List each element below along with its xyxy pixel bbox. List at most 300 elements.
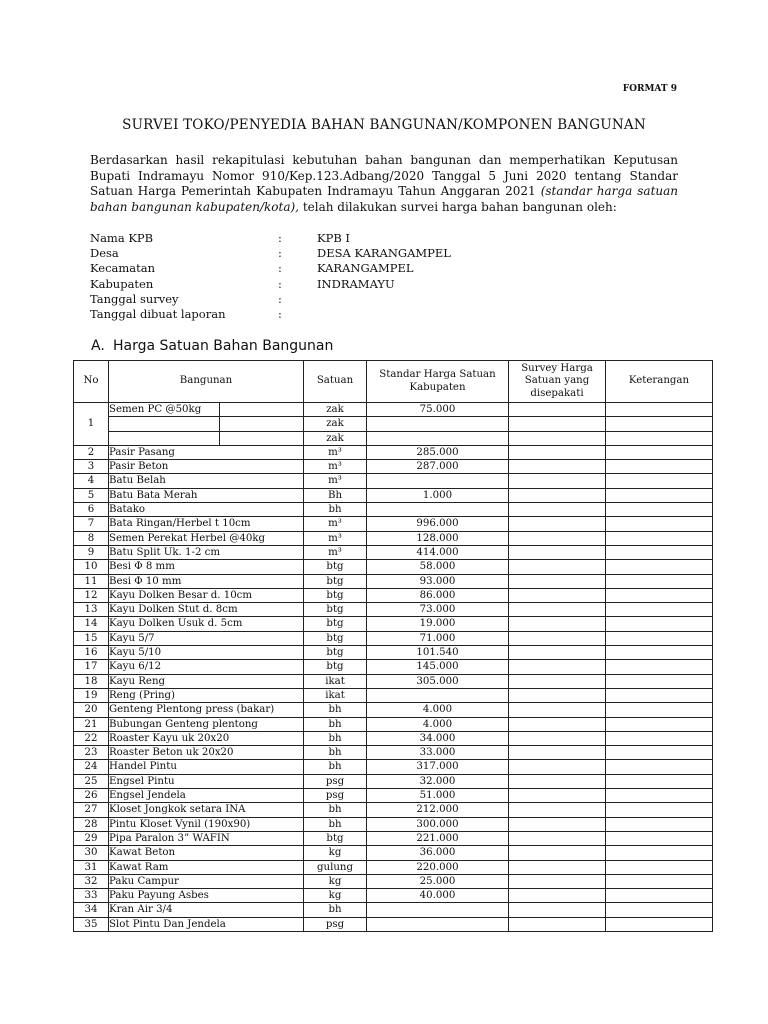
cell-no: 5 xyxy=(74,488,109,502)
table-row xyxy=(74,817,713,831)
cell-standar-harga: 212.000 xyxy=(367,803,509,817)
table-row xyxy=(74,503,713,517)
cell-survey-harga xyxy=(509,917,606,931)
cell-keterangan xyxy=(606,746,713,760)
cell-satuan: bh xyxy=(304,503,367,517)
cell-standar-harga xyxy=(367,917,509,931)
cell-satuan: m³ xyxy=(304,545,367,559)
cell-standar-harga xyxy=(367,474,509,488)
cell-standar-harga: 220.000 xyxy=(367,860,509,874)
cell-keterangan xyxy=(606,646,713,660)
cell-keterangan xyxy=(606,531,713,545)
cell-standar-harga: 996.000 xyxy=(367,517,509,531)
header-no: No xyxy=(74,361,109,403)
cell-standar-harga: 25.000 xyxy=(367,874,509,888)
cell-no: 3 xyxy=(74,460,109,474)
cell-satuan: btg xyxy=(304,660,367,674)
cell-satuan: psg xyxy=(304,774,367,788)
cell-survey-harga xyxy=(509,789,606,803)
cell-bangunan: Roaster Kayu uk 20x20 xyxy=(109,731,304,745)
cell-bangunan: Kayu Dolken Stut d. 8cm xyxy=(109,603,304,617)
cell-survey-harga xyxy=(509,817,606,831)
cell-standar-harga xyxy=(367,903,509,917)
info-label: Nama KPB xyxy=(90,231,154,245)
cell-keterangan xyxy=(606,560,713,574)
cell-keterangan xyxy=(606,631,713,645)
cell-survey-harga xyxy=(509,660,606,674)
cell-survey-harga xyxy=(509,774,606,788)
cell-no: 10 xyxy=(74,560,109,574)
cell-survey-harga xyxy=(509,874,606,888)
table-row xyxy=(74,889,713,903)
cell-keterangan xyxy=(606,517,713,531)
info-label: Tanggal survey xyxy=(90,291,179,306)
cell-satuan: bh xyxy=(304,760,367,774)
cell-no: 8 xyxy=(74,531,109,545)
cell-no: 7 xyxy=(74,517,109,531)
cell-standar-harga: 221.000 xyxy=(367,831,509,845)
cell-bangunan: Batako xyxy=(109,503,304,517)
cell-satuan: btg xyxy=(304,603,367,617)
cell-satuan: zak xyxy=(304,431,367,445)
cell-satuan: kg xyxy=(304,889,367,903)
table-row xyxy=(74,789,713,803)
info-row-tanggal-survey xyxy=(90,292,451,307)
cell-keterangan xyxy=(606,731,713,745)
cell-keterangan xyxy=(606,545,713,559)
cell-bangunan: Kayu Reng xyxy=(109,674,304,688)
cell-survey-harga xyxy=(509,445,606,459)
cell-standar-harga: 300.000 xyxy=(367,817,509,831)
cell-standar-harga: 19.000 xyxy=(367,617,509,631)
cell-no: 18 xyxy=(74,674,109,688)
cell-survey-harga xyxy=(509,903,606,917)
cell-keterangan xyxy=(606,674,713,688)
cell-keterangan xyxy=(606,803,713,817)
cell-survey-harga xyxy=(509,417,606,431)
cell-survey-harga xyxy=(509,574,606,588)
cell-standar-harga: 51.000 xyxy=(367,789,509,803)
cell-satuan: bh xyxy=(304,746,367,760)
header-satuan: Satuan xyxy=(304,361,367,403)
cell-no: 11 xyxy=(74,574,109,588)
cell-bangunan: Genteng Plentong press (bakar) xyxy=(109,703,304,717)
cell-satuan: bh xyxy=(304,817,367,831)
cell-keterangan xyxy=(606,903,713,917)
cell-standar-harga: 75.000 xyxy=(367,403,509,417)
cell-satuan: bh xyxy=(304,703,367,717)
cell-no: 4 xyxy=(74,474,109,488)
cell-standar-harga xyxy=(367,688,509,702)
table-row xyxy=(74,860,713,874)
cell-bangunan: Batu Belah xyxy=(109,474,304,488)
format-label: FORMAT 9 xyxy=(622,84,677,94)
cell-no: 31 xyxy=(74,860,109,874)
cell-bangunan: Handel Pintu xyxy=(109,760,304,774)
cell-no: 25 xyxy=(74,774,109,788)
cell-survey-harga xyxy=(509,431,606,445)
cell-survey-harga xyxy=(509,860,606,874)
cell-bangunan: Paku Campur xyxy=(109,874,304,888)
section-letter: A. xyxy=(91,338,105,354)
table-row xyxy=(74,531,713,545)
cell-bangunan: Pipa Paralon 3” WAFIN xyxy=(109,831,304,845)
table-row xyxy=(74,574,713,588)
cell-standar-harga: 101.540 xyxy=(367,646,509,660)
info-row-nama-kpb xyxy=(90,231,451,246)
cell-keterangan xyxy=(606,474,713,488)
table-row xyxy=(74,617,713,631)
cell-standar-harga xyxy=(367,503,509,517)
cell-no: 32 xyxy=(74,874,109,888)
cell-satuan: btg xyxy=(304,831,367,845)
cell-survey-harga xyxy=(509,889,606,903)
cell-survey-harga xyxy=(509,646,606,660)
cell-keterangan xyxy=(606,617,713,631)
cell-bangunan: Pasir Pasang xyxy=(109,445,304,459)
cell-standar-harga: 93.000 xyxy=(367,574,509,588)
cell-survey-harga xyxy=(509,631,606,645)
info-value: KPB I xyxy=(317,231,350,245)
cell-satuan: m³ xyxy=(304,445,367,459)
table-row xyxy=(74,688,713,702)
info-colon: : xyxy=(278,246,282,261)
cell-satuan: m³ xyxy=(304,474,367,488)
header-standar-harga: Standar Harga Satuan Kabupaten xyxy=(367,361,509,403)
cell-no: 22 xyxy=(74,731,109,745)
cell-no: 28 xyxy=(74,817,109,831)
table-row xyxy=(74,760,713,774)
cell-bangunan: Kayu Dolken Usuk d. 5cm xyxy=(109,617,304,631)
cell-keterangan xyxy=(606,603,713,617)
cell-survey-harga xyxy=(509,603,606,617)
cell-keterangan xyxy=(606,874,713,888)
table-row xyxy=(74,660,713,674)
cell-survey-harga xyxy=(509,731,606,745)
cell-no: 1 xyxy=(74,403,109,446)
cell-standar-harga xyxy=(367,417,509,431)
info-label: Tanggal dibuat laporan xyxy=(90,306,226,321)
cell-bangunan xyxy=(109,417,220,431)
cell-keterangan xyxy=(606,917,713,931)
info-colon: : xyxy=(278,306,282,321)
table-row xyxy=(74,631,713,645)
table-row xyxy=(74,488,713,502)
table-row xyxy=(74,474,713,488)
table-row xyxy=(74,803,713,817)
cell-keterangan xyxy=(606,717,713,731)
cell-survey-harga xyxy=(509,560,606,574)
cell-bangunan-sub xyxy=(220,431,304,445)
cell-survey-harga xyxy=(509,517,606,531)
intro-text-before: Berdasarkan hasil rekapitulasi kebutuhan bahan bangunan dan memperhatikan Keputusan Bupati Indramayu Nomor 910/Kep.123.Adbang/2020 Tanggal 5 Juni 2020 tentang Standar Satuan Harga Pemerintah Kabupaten Indramayu Tahun Anggaran 2021 xyxy=(90,153,678,198)
cell-bangunan-sub xyxy=(220,403,304,417)
table-row xyxy=(74,846,713,860)
cell-survey-harga xyxy=(509,460,606,474)
info-label: Kabupaten xyxy=(90,276,154,291)
cell-satuan: m³ xyxy=(304,517,367,531)
cell-bangunan: Besi Φ 8 mm xyxy=(109,560,304,574)
cell-satuan: btg xyxy=(304,617,367,631)
info-row-tanggal-laporan xyxy=(90,307,451,322)
cell-survey-harga xyxy=(509,531,606,545)
cell-bangunan: Kayu Dolken Besar d. 10cm xyxy=(109,588,304,602)
cell-no: 15 xyxy=(74,631,109,645)
document-title: SURVEI TOKO/PENYEDIA BAHAN BANGUNAN/KOMPONEN BANGUNAN xyxy=(122,117,646,133)
cell-no: 21 xyxy=(74,717,109,731)
cell-standar-harga: 414.000 xyxy=(367,545,509,559)
cell-standar-harga: 40.000 xyxy=(367,889,509,903)
cell-keterangan xyxy=(606,817,713,831)
cell-bangunan: Kawat Beton xyxy=(109,846,304,860)
table-row xyxy=(74,746,713,760)
cell-bangunan xyxy=(109,431,220,445)
table-row xyxy=(74,431,713,445)
table-row xyxy=(74,903,713,917)
cell-bangunan: Reng (Pring) xyxy=(109,688,304,702)
table-row xyxy=(74,545,713,559)
price-table xyxy=(73,360,713,932)
cell-bangunan: Semen PC @50kg xyxy=(109,403,220,417)
cell-survey-harga xyxy=(509,831,606,845)
intro-text-after: telah dilakukan survei harga bahan bangunan oleh: xyxy=(299,199,617,214)
cell-no: 12 xyxy=(74,588,109,602)
cell-no: 2 xyxy=(74,445,109,459)
cell-keterangan xyxy=(606,789,713,803)
cell-keterangan xyxy=(606,431,713,445)
cell-standar-harga: 58.000 xyxy=(367,560,509,574)
cell-standar-harga: 36.000 xyxy=(367,846,509,860)
cell-survey-harga xyxy=(509,545,606,559)
cell-standar-harga: 145.000 xyxy=(367,660,509,674)
cell-satuan: kg xyxy=(304,874,367,888)
cell-standar-harga: 34.000 xyxy=(367,731,509,745)
info-colon: : xyxy=(278,261,282,276)
cell-no: 9 xyxy=(74,545,109,559)
table-row xyxy=(74,731,713,745)
cell-standar-harga: 32.000 xyxy=(367,774,509,788)
cell-satuan: Bh xyxy=(304,488,367,502)
cell-satuan: btg xyxy=(304,631,367,645)
cell-satuan: zak xyxy=(304,417,367,431)
cell-satuan: btg xyxy=(304,574,367,588)
cell-keterangan xyxy=(606,889,713,903)
info-colon: : xyxy=(278,291,282,306)
cell-keterangan xyxy=(606,660,713,674)
cell-bangunan-sub xyxy=(220,417,304,431)
cell-keterangan xyxy=(606,831,713,845)
cell-keterangan xyxy=(606,403,713,417)
cell-survey-harga xyxy=(509,474,606,488)
cell-no: 14 xyxy=(74,617,109,631)
cell-standar-harga: 4.000 xyxy=(367,717,509,731)
cell-keterangan xyxy=(606,503,713,517)
table-row xyxy=(74,403,713,417)
cell-bangunan: Engsel Pintu xyxy=(109,774,304,788)
cell-survey-harga xyxy=(509,674,606,688)
cell-bangunan: Kloset Jongkok setara INA xyxy=(109,803,304,817)
cell-standar-harga: 86.000 xyxy=(367,588,509,602)
cell-no: 13 xyxy=(74,603,109,617)
cell-no: 17 xyxy=(74,660,109,674)
table-row xyxy=(74,517,713,531)
intro-text-italic: (standar harga satuan bahan bangunan kabupaten/kota), xyxy=(90,184,678,214)
cell-no: 23 xyxy=(74,746,109,760)
table-row xyxy=(74,460,713,474)
cell-satuan: bh xyxy=(304,717,367,731)
cell-keterangan xyxy=(606,760,713,774)
header-keterangan: Keterangan xyxy=(606,361,713,403)
cell-keterangan xyxy=(606,688,713,702)
info-colon: : xyxy=(278,231,282,245)
cell-bangunan: Batu Split Uk. 1-2 cm xyxy=(109,545,304,559)
cell-standar-harga: 317.000 xyxy=(367,760,509,774)
table-row xyxy=(74,603,713,617)
cell-satuan: ikat xyxy=(304,688,367,702)
cell-no: 20 xyxy=(74,703,109,717)
cell-standar-harga xyxy=(367,431,509,445)
cell-bangunan: Kayu 5/10 xyxy=(109,646,304,660)
cell-standar-harga: 305.000 xyxy=(367,674,509,688)
cell-no: 30 xyxy=(74,846,109,860)
cell-no: 27 xyxy=(74,803,109,817)
cell-survey-harga xyxy=(509,846,606,860)
info-row-kabupaten xyxy=(90,277,451,292)
cell-keterangan xyxy=(606,846,713,860)
cell-satuan: ikat xyxy=(304,674,367,688)
table-row xyxy=(74,874,713,888)
cell-standar-harga: 287.000 xyxy=(367,460,509,474)
cell-bangunan: Engsel Jendela xyxy=(109,789,304,803)
cell-bangunan: Kayu 5/7 xyxy=(109,631,304,645)
cell-no: 6 xyxy=(74,503,109,517)
info-row-desa xyxy=(90,246,451,261)
cell-bangunan: Paku Payung Asbes xyxy=(109,889,304,903)
cell-standar-harga: 128.000 xyxy=(367,531,509,545)
cell-bangunan: Semen Perekat Herbel @40kg xyxy=(109,531,304,545)
cell-survey-harga xyxy=(509,688,606,702)
cell-bangunan: Pasir Beton xyxy=(109,460,304,474)
kpb-info-block xyxy=(90,231,451,322)
header-survey-harga: Survey Harga Satuan yang disepakati xyxy=(509,361,606,403)
cell-standar-harga: 71.000 xyxy=(367,631,509,645)
cell-satuan: bh xyxy=(304,731,367,745)
cell-standar-harga: 33.000 xyxy=(367,746,509,760)
intro-paragraph xyxy=(90,153,678,215)
cell-standar-harga: 4.000 xyxy=(367,703,509,717)
cell-bangunan: Bubungan Genteng plentong xyxy=(109,717,304,731)
cell-standar-harga: 73.000 xyxy=(367,603,509,617)
cell-survey-harga xyxy=(509,503,606,517)
cell-no: 19 xyxy=(74,688,109,702)
cell-satuan: btg xyxy=(304,588,367,602)
cell-satuan: btg xyxy=(304,646,367,660)
table-row xyxy=(74,646,713,660)
section-title-text: Harga Satuan Bahan Bangunan xyxy=(113,338,334,354)
cell-satuan: gulung xyxy=(304,860,367,874)
cell-keterangan xyxy=(606,774,713,788)
cell-standar-harga: 285.000 xyxy=(367,445,509,459)
info-value: DESA KARANGAMPEL xyxy=(317,246,451,261)
table-row xyxy=(74,703,713,717)
cell-bangunan: Batu Bata Merah xyxy=(109,488,304,502)
cell-bangunan: Kawat Ram xyxy=(109,860,304,874)
cell-no: 35 xyxy=(74,917,109,931)
cell-survey-harga xyxy=(509,403,606,417)
table-row xyxy=(74,560,713,574)
cell-keterangan xyxy=(606,703,713,717)
info-label: Desa xyxy=(90,246,119,261)
cell-no: 34 xyxy=(74,903,109,917)
table-header-row xyxy=(74,361,713,403)
cell-keterangan xyxy=(606,445,713,459)
cell-satuan: bh xyxy=(304,903,367,917)
cell-survey-harga xyxy=(509,760,606,774)
table-row xyxy=(74,774,713,788)
cell-survey-harga xyxy=(509,803,606,817)
cell-keterangan xyxy=(606,460,713,474)
table-row xyxy=(74,445,713,459)
cell-keterangan xyxy=(606,574,713,588)
cell-survey-harga xyxy=(509,488,606,502)
cell-standar-harga: 1.000 xyxy=(367,488,509,502)
info-value: KARANGAMPEL xyxy=(317,261,414,276)
cell-satuan: zak xyxy=(304,403,367,417)
cell-satuan: m³ xyxy=(304,531,367,545)
cell-satuan: m³ xyxy=(304,460,367,474)
cell-satuan: bh xyxy=(304,803,367,817)
cell-survey-harga xyxy=(509,703,606,717)
cell-bangunan: Kayu 6/12 xyxy=(109,660,304,674)
table-row xyxy=(74,831,713,845)
cell-survey-harga xyxy=(509,588,606,602)
cell-survey-harga xyxy=(509,717,606,731)
cell-bangunan: Roaster Beton uk 20x20 xyxy=(109,746,304,760)
cell-no: 26 xyxy=(74,789,109,803)
info-colon: : xyxy=(278,276,282,291)
cell-bangunan: Bata Ringan/Herbel t 10cm xyxy=(109,517,304,531)
cell-survey-harga xyxy=(509,617,606,631)
cell-no: 29 xyxy=(74,831,109,845)
info-value: INDRAMAYU xyxy=(317,276,395,291)
cell-satuan: kg xyxy=(304,846,367,860)
table-row xyxy=(74,674,713,688)
cell-keterangan xyxy=(606,417,713,431)
info-label: Kecamatan xyxy=(90,261,156,276)
cell-bangunan: Slot Pintu Dan Jendela xyxy=(109,917,304,931)
table-row xyxy=(74,917,713,931)
section-title xyxy=(91,338,333,354)
cell-bangunan: Pintu Kloset Vynil (190x90) xyxy=(109,817,304,831)
cell-keterangan xyxy=(606,588,713,602)
table-row xyxy=(74,717,713,731)
cell-satuan: btg xyxy=(304,560,367,574)
cell-no: 24 xyxy=(74,760,109,774)
cell-survey-harga xyxy=(509,746,606,760)
table-row xyxy=(74,588,713,602)
cell-no: 33 xyxy=(74,889,109,903)
cell-keterangan xyxy=(606,860,713,874)
cell-no: 16 xyxy=(74,646,109,660)
table-row xyxy=(74,417,713,431)
cell-bangunan: Besi Φ 10 mm xyxy=(109,574,304,588)
info-row-kecamatan xyxy=(90,261,451,276)
cell-satuan: psg xyxy=(304,917,367,931)
cell-satuan: psg xyxy=(304,789,367,803)
cell-bangunan: Kran Air 3/4 xyxy=(109,903,304,917)
header-bangunan: Bangunan xyxy=(109,361,304,403)
cell-keterangan xyxy=(606,488,713,502)
